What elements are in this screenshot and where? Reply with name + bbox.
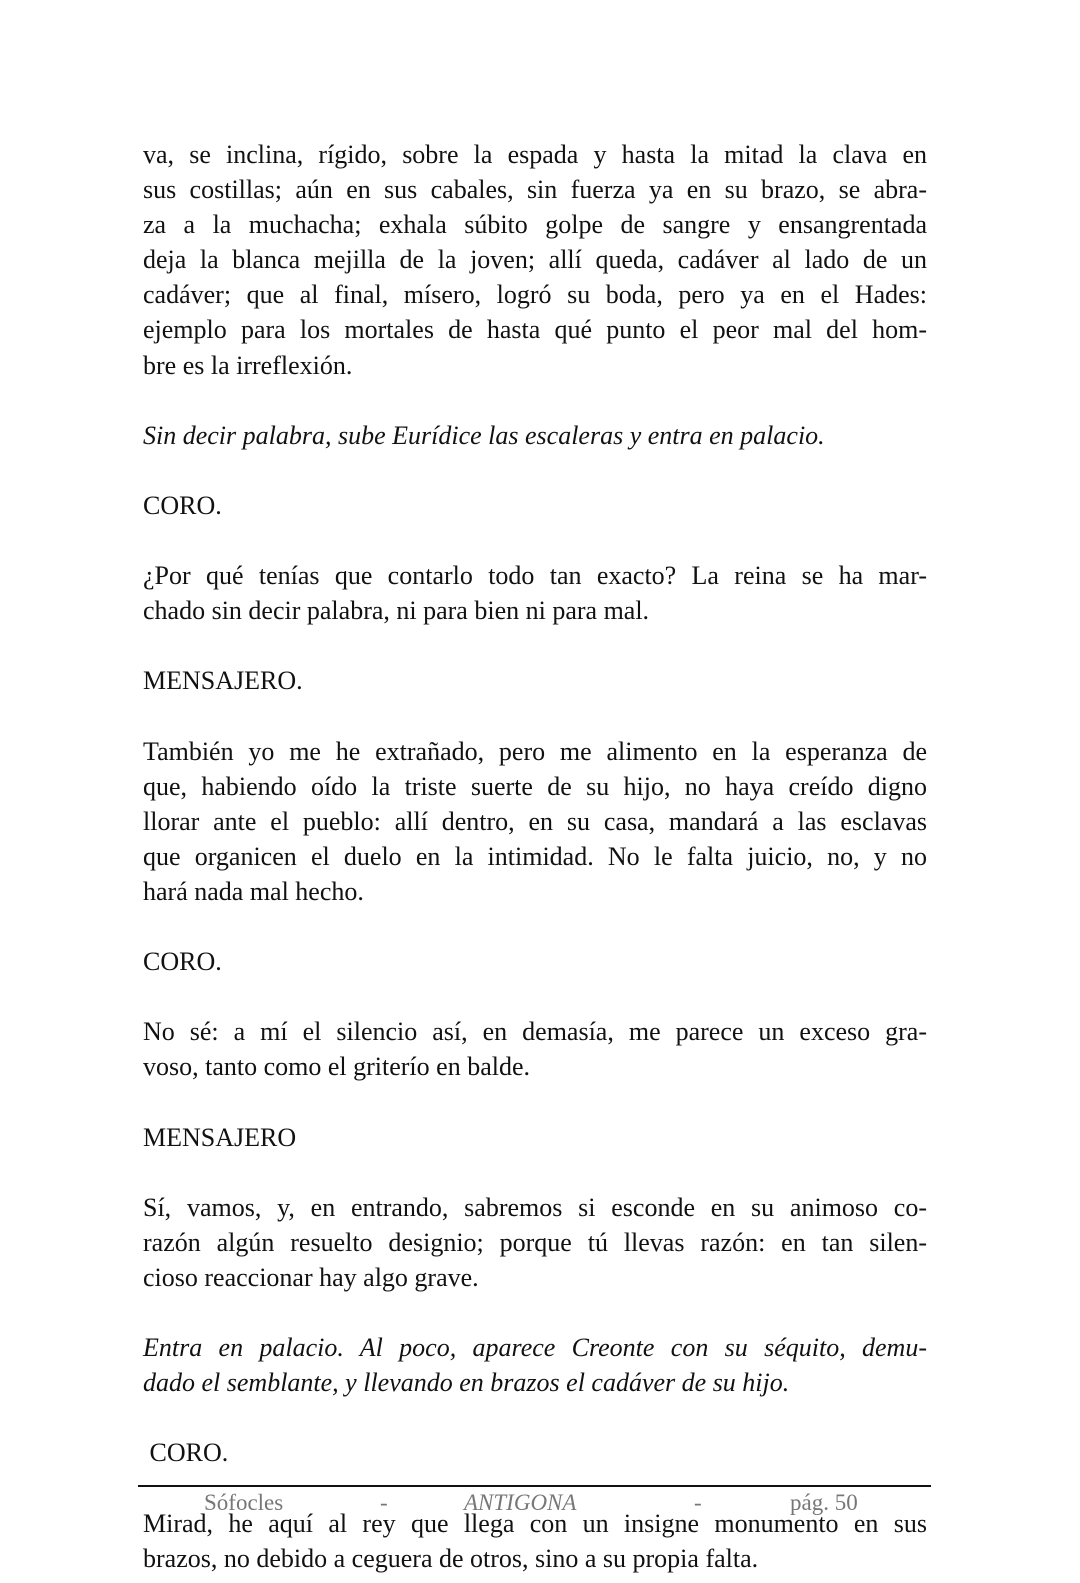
text-line: za a la muchacha; exhala súbito golpe de sangre y ensangrentada [143,210,927,240]
text-line: CORO. [143,490,222,520]
stage-direction [143,418,927,453]
text-line: hará nada mal hecho. [143,876,364,906]
blank-line [143,979,927,1014]
text-line: brazos, no debido a ceguera de otros, sino a su propia falta. [143,1543,759,1573]
text-line: sus costillas; aún en sus cabales, sin fuerza ya en su brazo, se abra- [143,175,927,205]
text-line: que, habiendo oído la triste suerte de su hijo, no haya creído digno [143,771,927,801]
text-line: No sé: a mí el silencio así, en demasía, me parece un exceso gra- [143,1017,927,1047]
text-line: CORO. [143,947,222,977]
text-line: Sí, vamos, y, en entrando, sabremos si esconde en su animoso co- [143,1192,927,1222]
text-line: voso, tanto como el griterío en balde. [143,1052,531,1082]
blank-line [143,1295,927,1330]
speaker-name [143,1435,927,1470]
blank-line [143,523,927,558]
text-line: cadáver; que al final, mísero, logró su boda, pero ya en el Hades: [143,280,927,310]
text-line: chado sin decir palabra, ni para bien ni para mal. [143,596,650,626]
text-line: Mirad, he aquí al rey que llega con un insigne monumento en sus [143,1508,927,1538]
speaker-name [143,944,927,979]
blank-line [143,453,927,488]
text-line: llorar ante el pueblo: allí dentro, en su casa, mandará a las esclavas [143,806,927,836]
footer-title: ANTIGONA [464,1490,577,1515]
text-line: Entra en palacio. Al poco, aparece Creonte con su séquito, demu- [143,1333,927,1363]
text-line: que organicen el duelo en la intimidad. No le falta juicio, no, y no [143,841,927,871]
speaker-name [143,1120,927,1155]
text-line: dado el semblante, y llevando en brazos el cadáver de su hijo. [143,1368,790,1398]
blank-line [143,909,927,944]
text-line: CORO. [143,1438,229,1468]
blank-line [143,628,927,663]
dialogue-paragraph [143,734,927,909]
page-footer [138,1490,931,1522]
speaker-name [143,488,927,523]
blank-line [143,699,927,734]
footer-rule [138,1485,931,1487]
text-line: ¿Por qué tenías que contarlo todo tan exacto? La reina se ha mar- [143,561,927,591]
text-line: ejemplo para los mortales de hasta qué punto el peor mal del hom- [143,315,927,345]
blank-line [143,1400,927,1435]
dialogue-paragraph [143,1190,927,1295]
footer-page-number: pág. 50 [790,1490,858,1515]
text-line: deja la blanca mejilla de la joven; allí queda, cadáver al lado de un [143,245,927,275]
blank-line [143,1155,927,1190]
text-line: MENSAJERO. [143,666,303,696]
text-line: bre es la irreflexión. [143,350,353,380]
text-line: va, se inclina, rígido, sobre la espada y hasta la mitad la clava en [143,140,927,169]
blank-line [143,1085,927,1120]
footer-author: Sófocles [204,1490,284,1515]
text-line: cioso reaccionar hay algo grave. [143,1263,479,1292]
dialogue-paragraph [143,1014,927,1084]
text-line: MENSAJERO [143,1122,297,1152]
blank-line [143,383,927,418]
speaker-name [143,663,927,698]
text-line: Sin decir palabra, sube Eurídice las escaleras y entra en palacio. [143,420,825,450]
page-body [143,137,927,1576]
text-line: razón algún resuelto designio; porque tú llevas razón: en tan silen- [143,1227,927,1257]
dialogue-paragraph [143,558,927,628]
footer-separator: - [380,1490,388,1515]
dialogue-paragraph [143,137,927,383]
text-line: También yo me he extrañado, pero me alimento en la esperanza de [143,736,927,766]
stage-direction [143,1330,927,1400]
footer-separator: - [694,1490,702,1515]
